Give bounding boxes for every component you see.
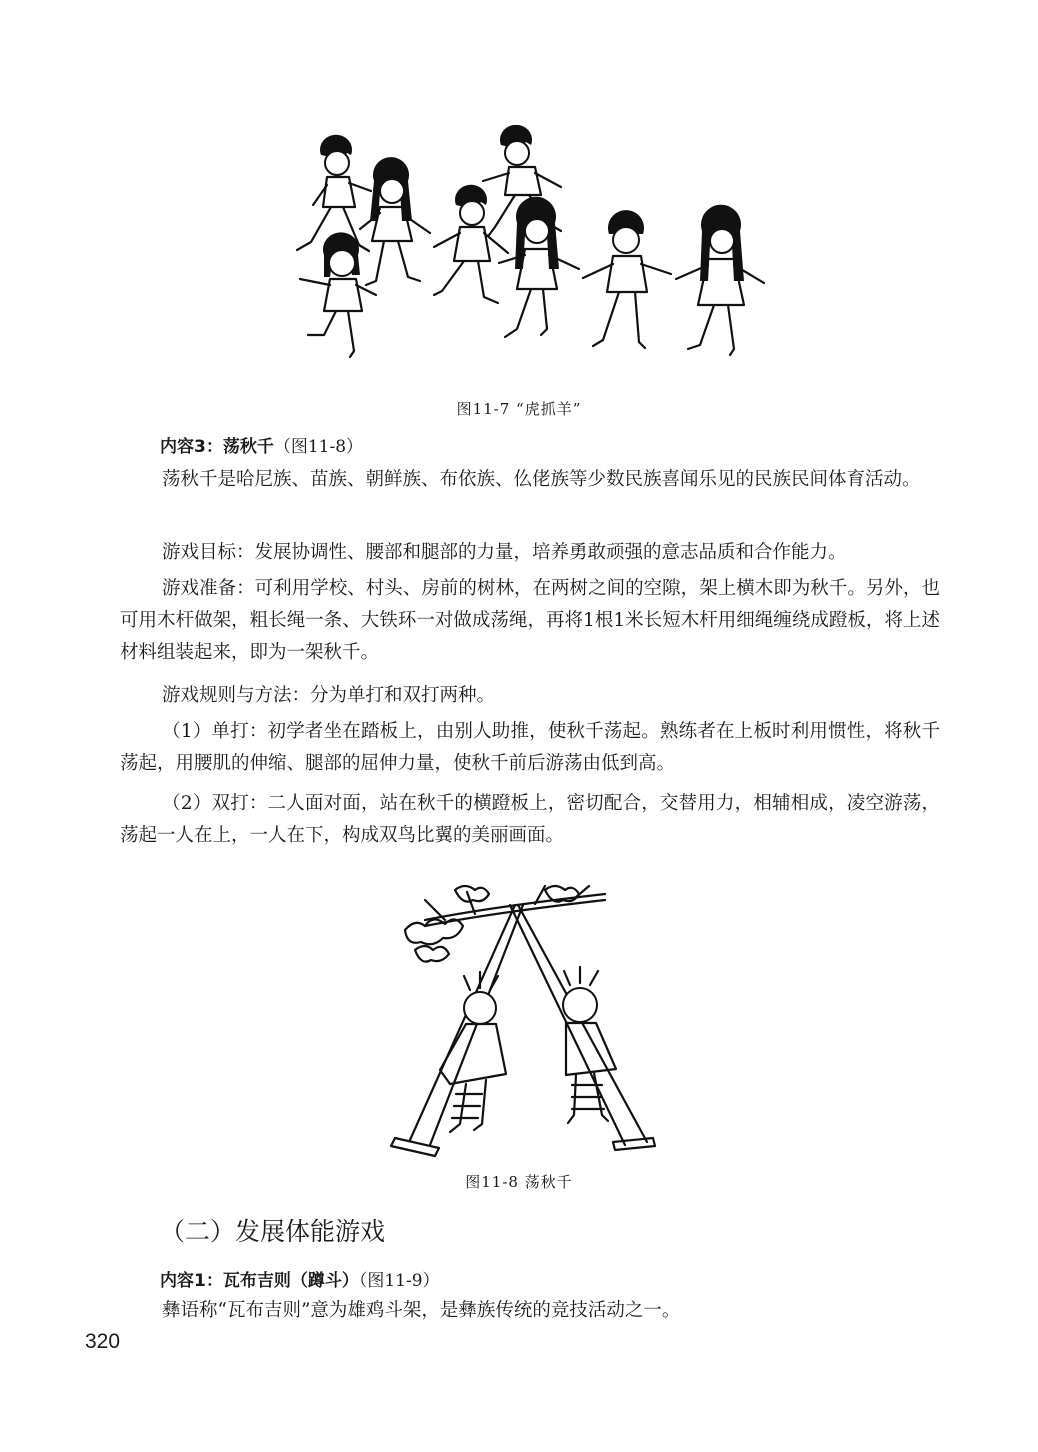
content-1-heading: [160, 1266, 440, 1291]
page-number: 320: [85, 1330, 121, 1353]
figure-11-7-illustration: [280, 125, 780, 390]
paragraph: 荡秋千是哈尼族、苗族、朝鲜族、布依族、仫佬族等少数民族喜闻乐见的民族民间体育活动。: [162, 469, 921, 490]
paragraph: 游戏准备：可利用学校、村头、房前的树林，在两树之间的空隙，架上横木即为秋千。另外，也可用木杆做架，粗长绳一条、大铁环一对做成荡绳，再将1根1米长短木杆用细绳缠绕成蹬板，将上述材料组装起来，即为一架秋千。: [120, 578, 940, 663]
child-figure: [297, 135, 371, 251]
content-3-heading: [160, 432, 363, 457]
figure-11-7-caption: 图11-7 “虎抓羊”: [456, 400, 582, 418]
child-on-swing: [563, 967, 616, 1123]
paragraph: 游戏规则与方法：分为单打和双打两种。: [162, 685, 496, 706]
child-figure: [300, 232, 376, 357]
content-1-title: 内容1：瓦布吉则（蹲斗）: [160, 1271, 359, 1291]
child-figure: [499, 197, 579, 337]
paragraph: 游戏目标：发展协调性、腰部和腿部的力量，培养勇敢顽强的意志品质和合作能力。: [162, 542, 847, 563]
content-3-title: 内容3：荡秋千: [160, 437, 274, 457]
paragraph: （2）双打：二人面对面，站在秋千的横蹬板上，密切配合，交替用力，相辅相成，凌空游荡，荡起一人在上，一人在下，构成双鸟比翼的美丽画面。: [120, 793, 940, 846]
child-on-swing: [440, 972, 506, 1132]
paragraph: （1）单打：初学者坐在踏板上，由别人助推，使秋千荡起。熟练者在上板时利用惯性，将秋千荡起，用腰肌的伸缩、腿部的屈伸力量，使秋千前后游荡由低到高。: [120, 721, 940, 774]
child-figure: [583, 210, 671, 348]
content-1-figure-ref: （图11-9）: [358, 1271, 440, 1291]
figure-11-8-illustration: [385, 880, 665, 1165]
section-title: （二）发展体能游戏: [160, 1217, 386, 1246]
child-figure: [676, 205, 764, 355]
figure-11-8-caption: 图11-8 荡秋千: [465, 1173, 573, 1191]
content-3-figure-ref: （图11-8）: [273, 437, 364, 457]
child-figure: [360, 157, 430, 285]
child-figure: [434, 185, 508, 303]
paragraph: 彝语称“瓦布吉则”意为雄鸡斗架，是彝族传统的竞技活动之一。: [162, 1300, 681, 1321]
